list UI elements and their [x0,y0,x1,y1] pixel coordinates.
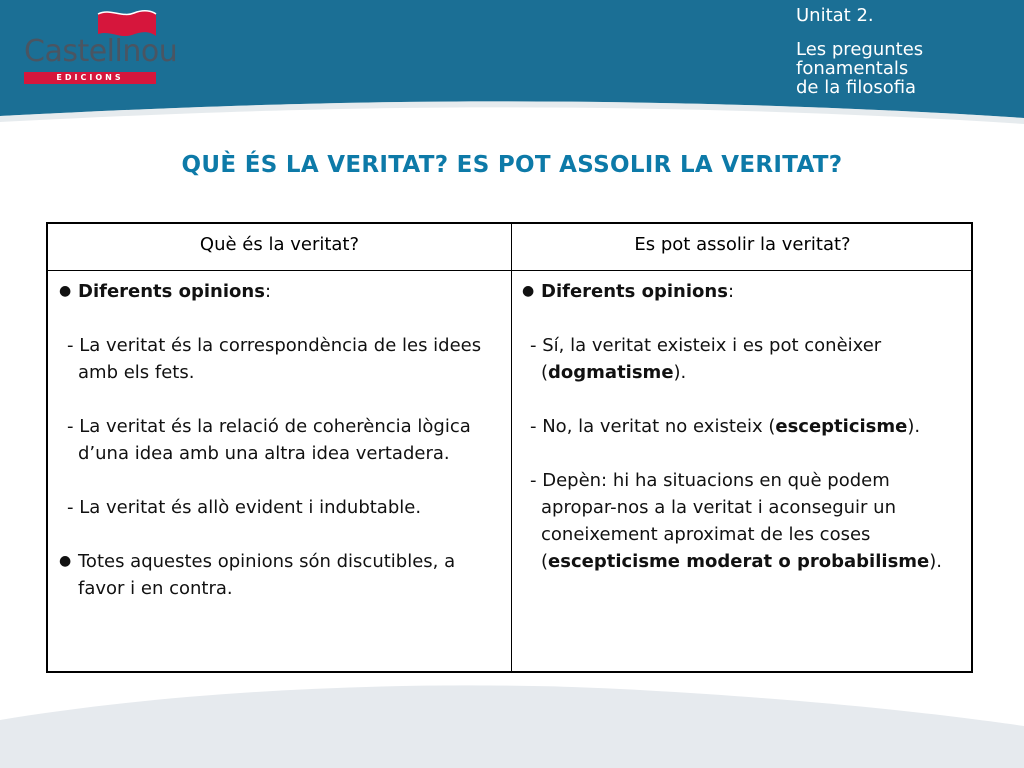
position-item [521,332,961,386]
bullet-icon: ● [59,283,72,299]
list-item [521,278,961,305]
slide-title: QUÈ ÉS LA VERITAT? ES POT ASSOLIR LA VERITAT? [181,152,843,178]
bold-term: dogmatisme [548,362,674,383]
list-item [58,278,498,305]
column-divider [511,224,512,671]
definition-item: - La veritat és la relació de coherència lògica d’una idea amb una altra idea vertadera. [67,416,471,464]
logo-name: Castellnou [24,34,178,69]
unit-title [796,40,1016,97]
bold-term: Diferents opinions [78,281,265,302]
unit-label: Unitat 2. [796,5,874,26]
column-header-what-is-truth: Què és la veritat? [199,234,360,255]
bullet-text: Totes aquestes opinions són discutibles, a favor i en contra. [78,551,456,599]
bullet-icon: ● [59,553,72,569]
comparison-table [46,222,973,673]
bullet-icon: ● [522,283,535,299]
logo-subtitle: EDICIONS [24,72,156,84]
position-text: - No, la veritat no existeix ( [530,416,776,437]
row-divider [48,270,971,271]
right-cell [521,278,961,575]
punctuation: ). [673,362,687,383]
punctuation: : [264,281,272,302]
punctuation: ). [929,551,942,572]
punctuation: : [727,281,735,302]
unit-title-line: fonamentals [796,58,909,79]
list-item [58,548,498,602]
unit-block [796,4,1016,97]
column-header-can-truth-be-reached: Es pot assolir la veritat? [634,234,851,255]
bold-term: escepticisme [775,416,908,437]
position-item [521,413,961,440]
bold-term: Diferents opinions [541,281,728,302]
position-text: - Depèn: hi ha situacions en què podem apropar-nos a la veritat i aconseguir un coneixement aproximat de les coses ( [530,470,896,572]
unit-title-line: Les preguntes [796,39,924,60]
punctuation: ). [907,416,921,437]
position-item [521,467,961,575]
definition-item: - La veritat és la correspondència de les idees amb els fets. [67,335,482,383]
position-text: - Sí, la veritat existeix i es pot conèixer ( [530,335,882,383]
bold-term: escepticisme moderat o probabilisme [548,551,930,572]
left-cell [58,278,498,602]
definition-item: - La veritat és allò evident i indubtable. [67,497,422,518]
castellnou-logo [18,8,178,82]
unit-title-line: de la filosofia [796,77,917,98]
